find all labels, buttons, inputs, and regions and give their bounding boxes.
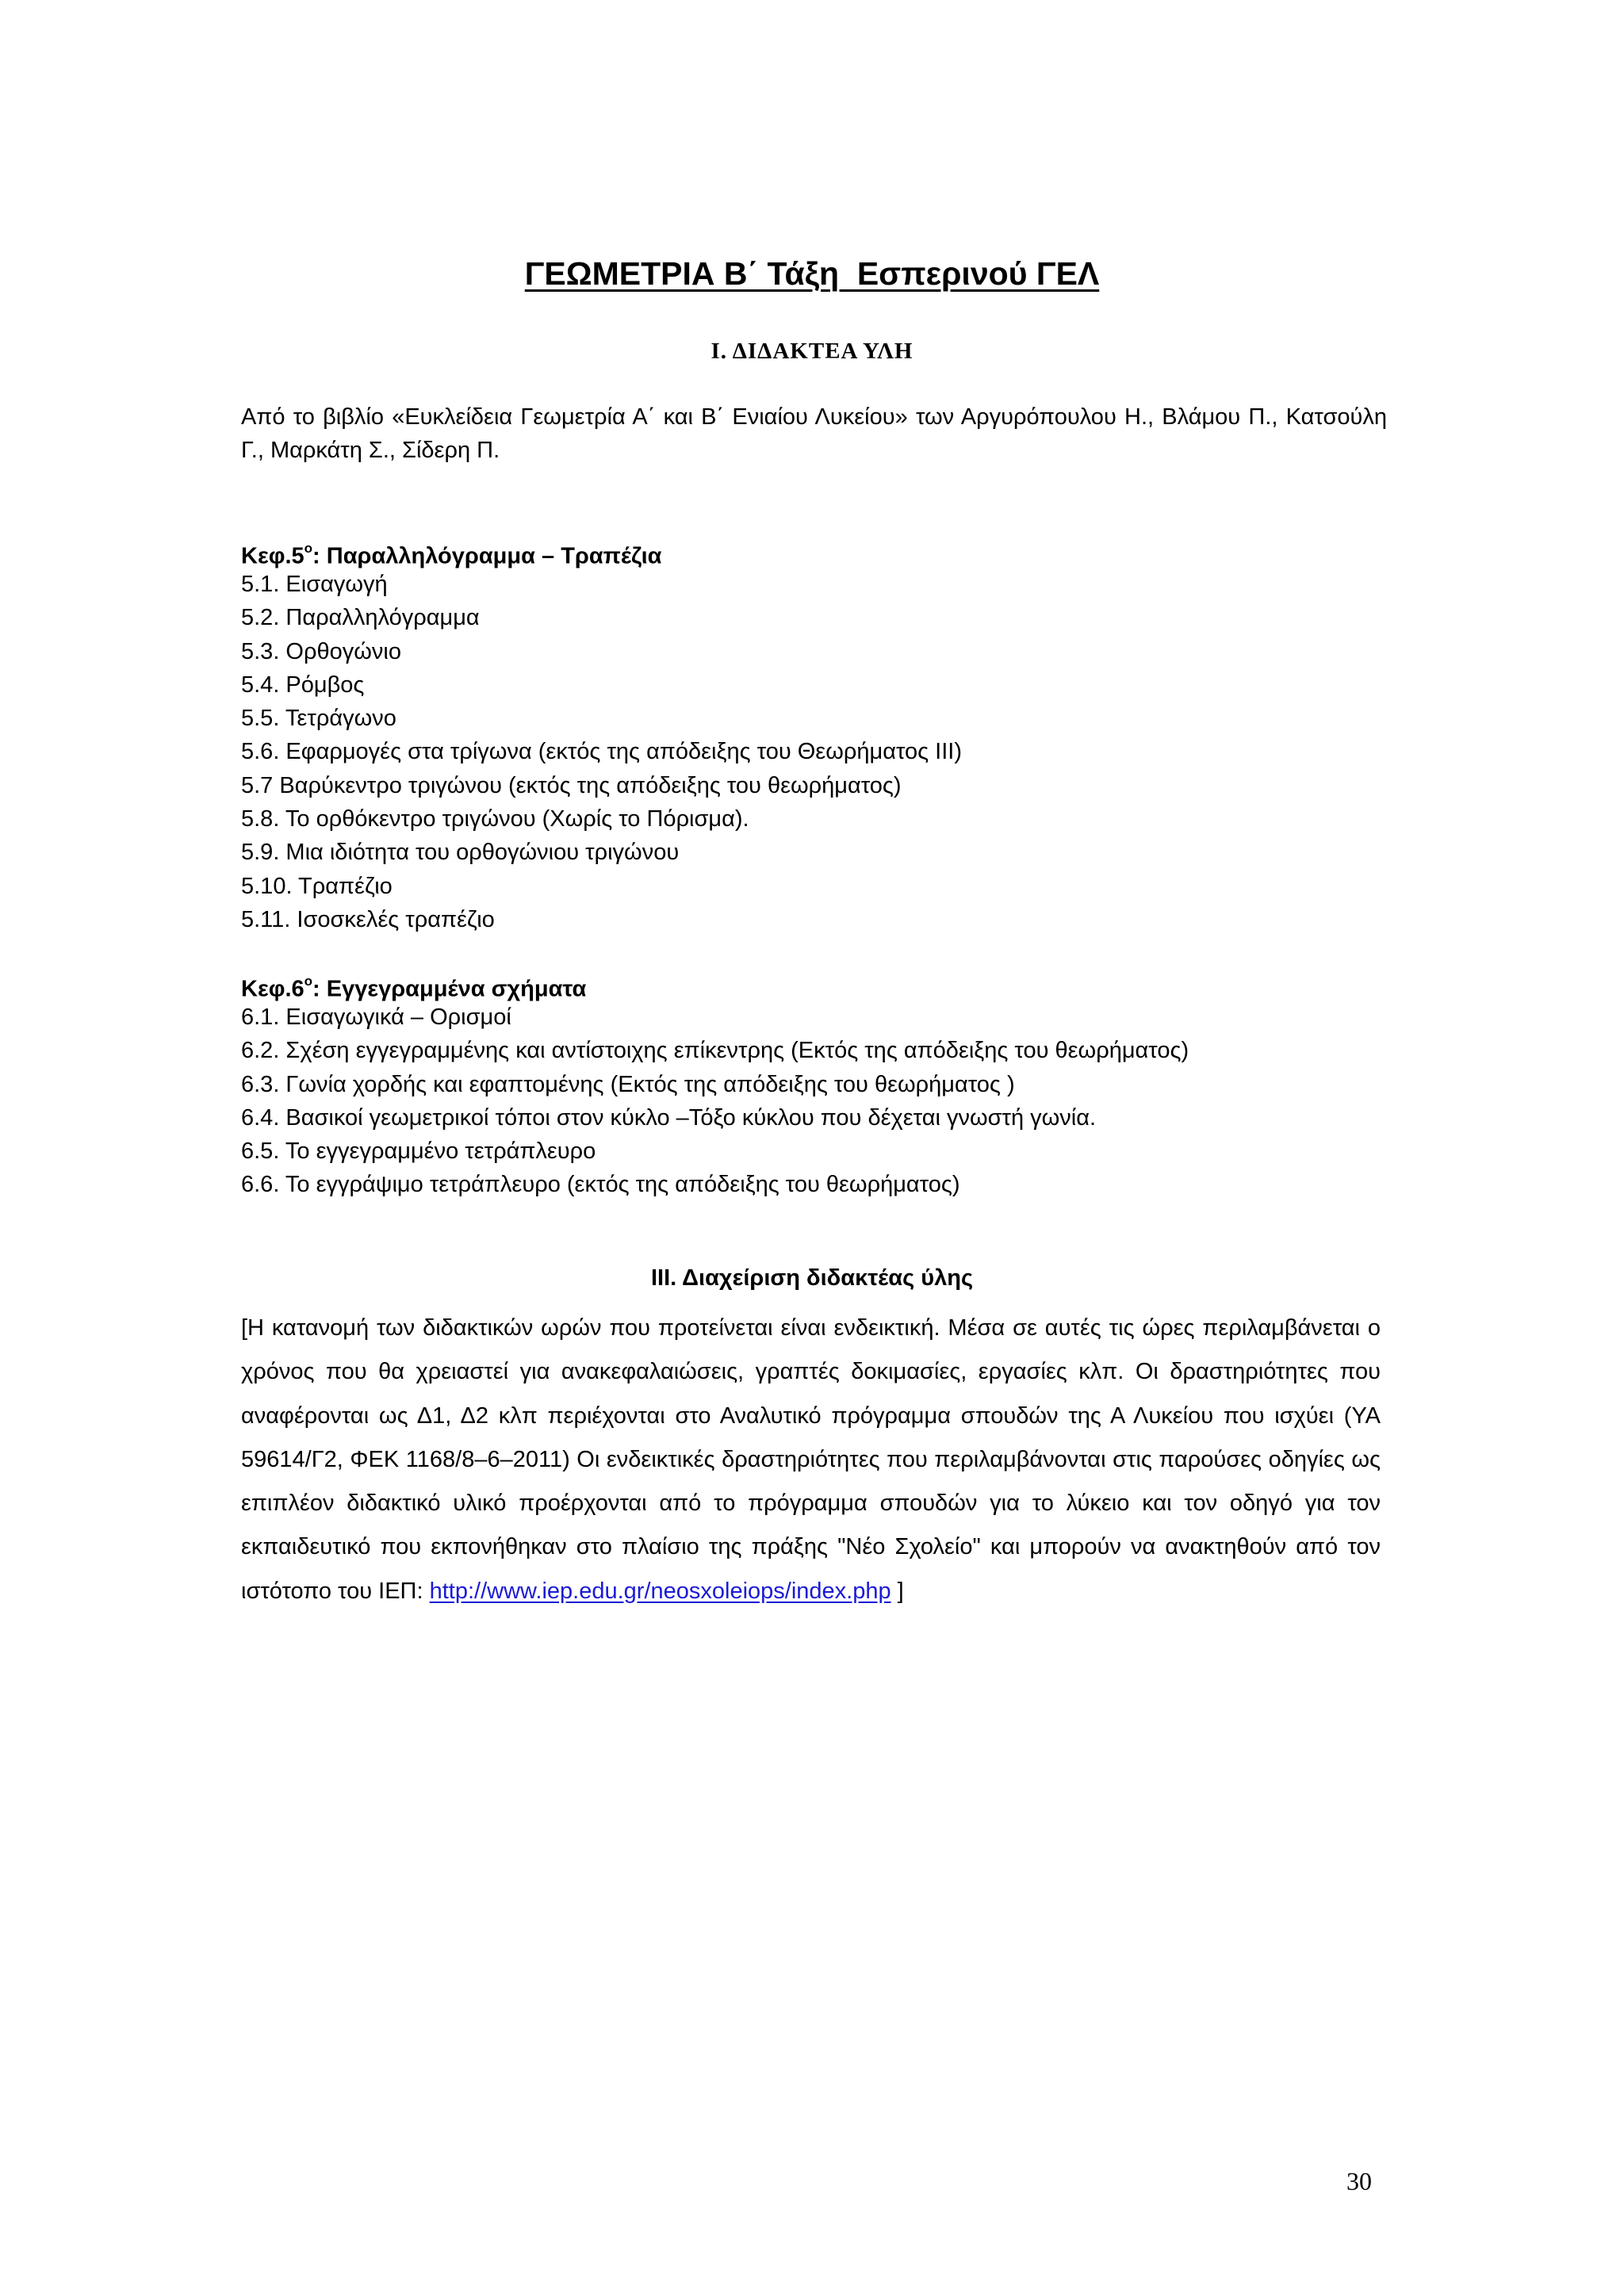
chapter-5-item: 5.2. Παραλληλόγραμμα bbox=[241, 605, 480, 631]
chapter-5-ordinal: ο bbox=[304, 541, 313, 556]
chapter-5-item: 5.10. Τραπέζιο bbox=[241, 873, 393, 899]
chapter-6 bbox=[241, 967, 1387, 1202]
chapter-5-item: 5.11. Ισοσκελές τραπέζιο bbox=[241, 906, 495, 932]
chapter-6-item: 6.6. Το εγγράψιμο τετράπλευρο (εκτός της απόδειξης του θεωρήματος) bbox=[241, 1172, 960, 1198]
chapter-6-item: 6.1. Εισαγωγικά – Ορισμοί bbox=[241, 1004, 511, 1030]
chapter-6-ordinal: ο bbox=[304, 974, 313, 989]
page-number: 30 bbox=[1346, 2167, 1372, 2195]
section-heading-diaxeirisi: ΙΙΙ. Διαχείριση διδακτέας ύλης bbox=[650, 1265, 974, 1291]
section-heading-didaktea-yli: Ι. ΔΙΔΑΚΤΕΑ ΥΛΗ bbox=[710, 339, 914, 364]
intro-paragraph: Από το βιβλίο «Ευκλείδεια Γεωμετρία Α΄ και Β΄ Ενιαίου Λυκείου» των Αργυρόπουλου Η., Βλάμου Π., Κατσούλη Γ., Μαρκάτη Σ., Σίδερη Π. bbox=[241, 404, 1387, 463]
iep-website-link[interactable]: http://www.iep.edu.gr/neosxoleiops/index.php bbox=[429, 1578, 891, 1604]
chapter-6-heading bbox=[241, 967, 1387, 1001]
chapter-5-item: 5.3. Ορθογώνιο bbox=[241, 638, 401, 664]
chapter-5 bbox=[241, 534, 1387, 936]
chapter-6-title: : Εγγεγραμμένα σχήματα bbox=[312, 976, 587, 1002]
section-3-paragraph bbox=[241, 1307, 1381, 1613]
chapter-6-prefix: Κεφ.6 bbox=[241, 976, 304, 1002]
chapter-5-item: 5.6. Εφαρμογές στα τρίγωνα (εκτός της απόδειξης του Θεωρήματος ΙΙΙ) bbox=[241, 739, 962, 765]
chapter-5-title: : Παραλληλόγραμμα – Τραπέζια bbox=[312, 543, 662, 569]
chapter-5-item: 5.9. Μια ιδιότητα του ορθογώνιου τριγώνου bbox=[241, 840, 680, 866]
chapter-5-item: 5.4. Ρόμβος bbox=[241, 672, 365, 698]
chapter-5-item: 5.1. Εισαγωγή bbox=[241, 572, 388, 597]
chapter-5-item: 5.8. Το ορθόκεντρο τριγώνου (Χωρίς το Πόρισμα). bbox=[241, 806, 749, 832]
section-3-text: [Η κατανομή των διδακτικών ωρών που προτείνεται είναι ενδεικτική. Μέσα σε αυτές τις ώρες περιλαμβάνεται ο χρόνος που θα χρειαστεί για ανακεφαλαιώσεις, γραπτές δοκιμασίες, εργασίες κλπ. Οι δραστηριότητες που αναφέρονται ως Δ1, Δ2 κλπ περιέχονται στο Αναλυτικό πρόγραμμα σπουδών της Α Λυκείου που ισχύει (ΥΑ 59614/Γ2, ΦΕΚ 1168/8–6–2011) Οι ενδεικτικές δραστηριότητες που περιλαμβάνονται στις παρούσες οδηγίες ως επιπλέον διδακτικό υλικό προέρχονται από το πρόγραμμα σπουδών για το λύκειο και τον οδηγό για τον εκπαιδευτικό που εκπονήθηκαν στο πλαίσιο της πράξης "Νέο Σχολείο" και μπορούν να ανακτηθούν από τον ιστότοπο του ΙΕΠ: bbox=[241, 1315, 1381, 1604]
chapter-6-item: 6.2. Σχέση εγγεγραμμένης και αντίστοιχης επίκεντρης (Εκτός της απόδειξης του θεωρήματος) bbox=[241, 1038, 1189, 1064]
chapter-5-heading bbox=[241, 534, 1387, 568]
closing-bracket: ] bbox=[891, 1578, 904, 1604]
chapter-5-item: 5.7 Βαρύκεντρο τριγώνου (εκτός της απόδειξης του θεωρήματος) bbox=[241, 772, 902, 798]
chapter-5-prefix: Κεφ.5 bbox=[241, 543, 304, 569]
chapter-5-item: 5.5. Τετράγωνο bbox=[241, 706, 396, 732]
chapter-6-item: 6.5. Το εγγεγραμμένο τετράπλευρο bbox=[241, 1138, 596, 1165]
document-title: ΓΕΩΜΕΤΡΙΑ Β΄ Τάξη Εσπερινού ΓΕΛ bbox=[524, 255, 1100, 292]
chapter-6-item: 6.3. Γωνία χορδής και εφαπτομένης (Εκτός της απόδειξης του θεωρήματος ) bbox=[241, 1071, 1015, 1097]
chapter-6-item: 6.4. Βασικοί γεωμετρικοί τόποι στον κύκλο –Τόξο κύκλου που δέχεται γνωστή γωνία. bbox=[241, 1104, 1097, 1131]
